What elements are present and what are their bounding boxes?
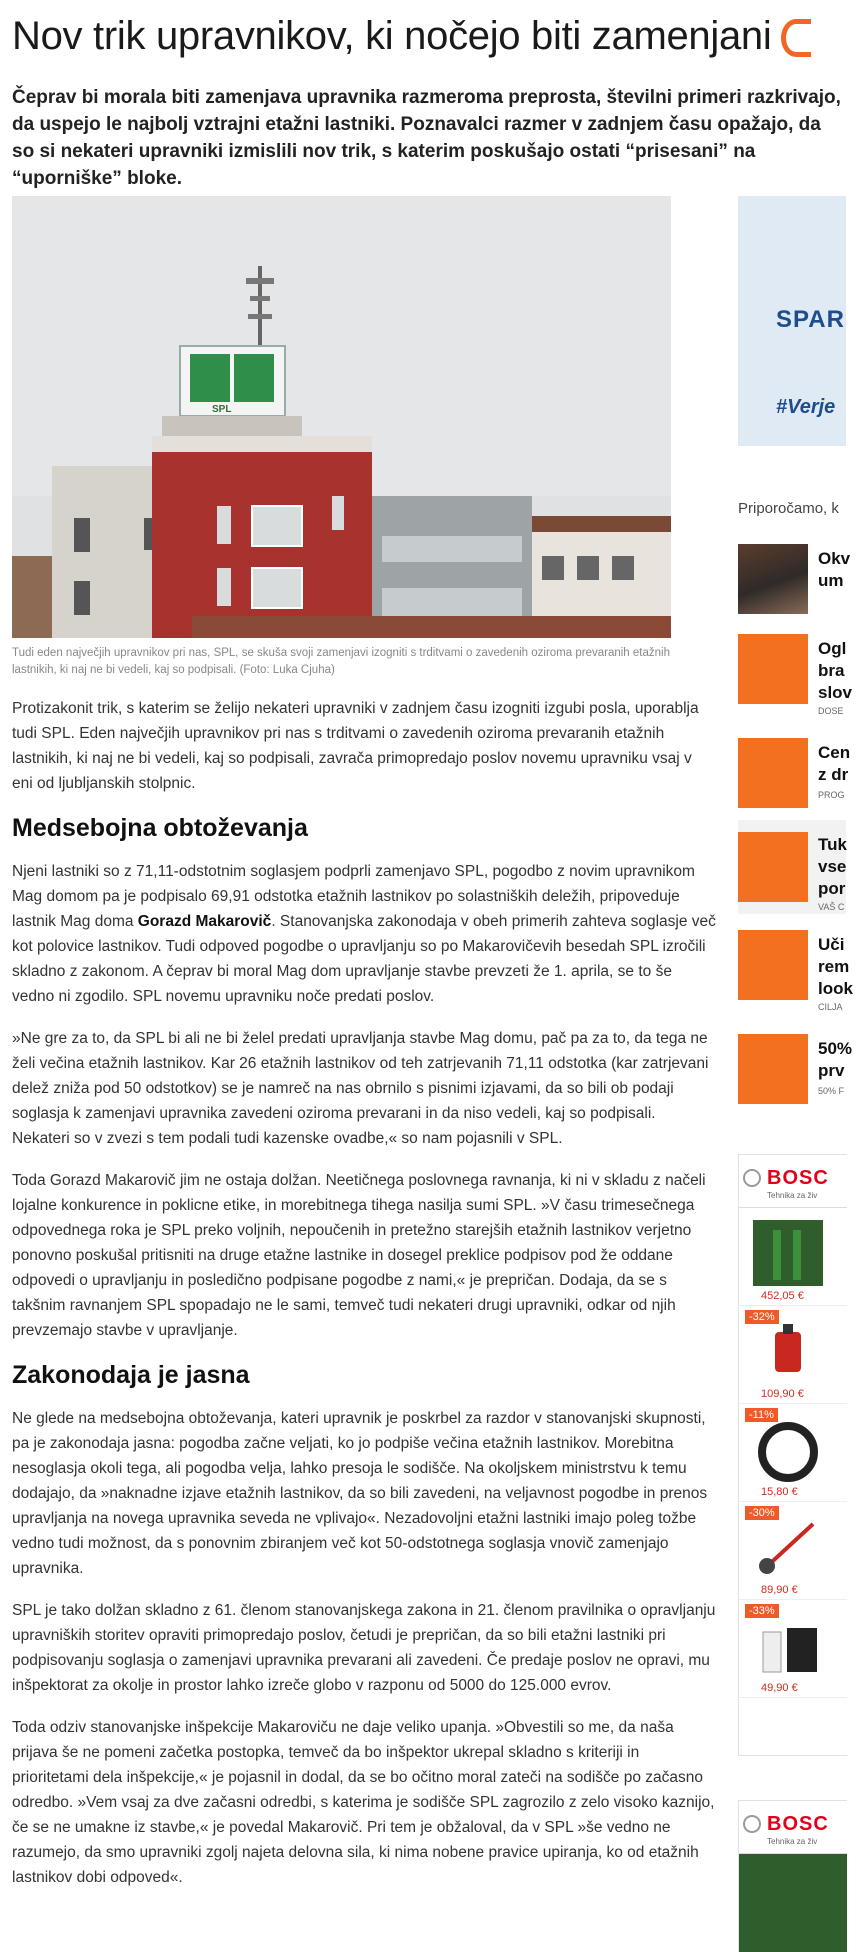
bosch-ad-image	[739, 1854, 847, 1952]
recommend-title: Tuk vse por	[818, 835, 847, 898]
article-paragraph: Toda odziv stanovanjske inšpekcije Makaroviču ne daje veliko upanja. »Obvestili so me, da naša prijava še ne pomeni začetka postopka, temveč da bo inšpektor ukrepal skladno s kriteriji in prioritetami dela inšpekcije,« je pojasnil in dodal, da se bo očitno moral zateči na sodišče po začasno odredbo. »Vem vsaj za dve začasni odredbi, s katerima je sodišče SPL zagrozilo z zelo visoko kaznijo, če se ne umakne iz stavbe,« je povedal Makarovič. Pri tem je obžaloval, da v SPL »še vedno ne razumejo, da smo upravniki zgolj najeta delovna sila, ki nima nobene pravice upiranja, ko od etažnih lastnikov dobi odpoved«.	[12, 1719, 715, 1886]
product-price: 452,05 €	[761, 1290, 804, 1302]
product-price: 109,90 €	[761, 1388, 804, 1400]
bosch-ad-header	[739, 1801, 847, 1854]
recommend-source: VAŠ C	[818, 902, 845, 912]
article-paragraph: Njeni lastniki so z 71,11-odstotnim soglasjem podprli zamenjavo SPL, pogodbo z novim upravnikom Mag domom pa je podpisalo 69,91 odstotka etažnih lastnikov po solastniških deležih, pripoveduje lastnik Mag doma Gorazd Makarovič. Stanovanjska zakonodaja v obeh primerih zahteva soglasje več kot polovice lastnikov. Tudi odpoved pogodbe o upravljanju so po Makarovičevih besedah SPL izročili skladno z zakonom. A čeprav bi moral Mag dom upravljanje stavbe prevzeti že 1. aprila, se to še vedno ni zgodilo. SPL novemu upravniku noče predati poslov.	[12, 863, 716, 1005]
bosch-ad-banner[interactable]	[738, 1154, 847, 1756]
recommend-source: CILJA	[818, 1002, 843, 1012]
bosch-product[interactable]	[739, 1306, 847, 1404]
thermometer-icon	[753, 1612, 823, 1678]
article-title-text: Nov trik upravnikov, ki nočejo biti zamenjani	[12, 14, 772, 58]
recommend-item[interactable]	[738, 634, 853, 716]
recommend-source: DOSE	[818, 706, 844, 716]
recommend-item[interactable]	[738, 820, 846, 914]
bosch-logo-icon	[743, 1815, 761, 1833]
spar-ad-brand: SPAR	[776, 306, 845, 333]
section-heading: Zakonodaja je jasna	[12, 1361, 250, 1389]
lawnmower-icon	[753, 1220, 823, 1286]
bosch-ad-brand: BOSC	[767, 1167, 829, 1189]
article-paragraph: Ne glede na medsebojna obtoževanja, kateri upravnik je poskrbel za razdor v stanovanjski skupnosti, pa je zakonodaja jasna: pogodba začne veljati, ko jo podpiše večina etažnih lastnikov. Morebitna nesoglasja okoli tega, ali pogodba velja, lahko presoja le sodišče. Na okoljskem ministrstvu k temu dodajajo, da »naknadne izjave etažnih lastnikov, da so bili zavedeni, na veljavnost pogodbe in prenos upravljanja na novega upravnika seveda ne vplivajo«. Nezadovoljni etažni lastniki imajo poleg tožbe vedno tudi možnost, da s ponovnim zbiranjem več kot 50-odstotnega soglasja vnovič zamenjajo upravnika.	[12, 1410, 708, 1577]
image-caption: Tudi eden največjih upravnikov pri nas, SPL, se skuša svoji zamenjavi izogniti s trditvami o zavedenih oziroma prevaranih etažnih lastnikih, ki naj ne bi vedeli, kaj so podpisali. (Foto: Luka Cjuha)	[12, 647, 670, 676]
recommend-item[interactable]	[738, 738, 851, 812]
article-paragraph: »Ne gre za to, da SPL bi ali ne bi želel predati upravljanja stavbe Mag domu, pač pa za to, da tega ne želi večina etažnih lastnikov. Kar 26 etažnih lastnikov od teh zatrjevanih 71,11 odstotka (kar zatrjevani delež zniža pod 50 odstotkov) se je namreč na nas obrnilo s pisnimi izjavami, da so bili ob podaji soglasja k zamenjavi upravnika zavedeni oziroma prevarani in da niso vedeli, kaj so podpisali. Nekateri so v zvezi s tem podali tudi kazenske ovadbe,« so nam pojasnili v SPL.	[12, 1030, 709, 1147]
comment-count-icon[interactable]	[781, 19, 811, 57]
product-price: 89,90 €	[761, 1584, 798, 1596]
recommend-title: Okv um	[818, 549, 851, 590]
discount-badge: -32%	[745, 1310, 779, 1324]
bosch-ad-header	[739, 1155, 847, 1208]
bosch-ad-brand: BOSC	[767, 1813, 829, 1835]
section-heading: Medsebojna obtoževanja	[12, 814, 308, 842]
product-price: 49,90 €	[761, 1682, 798, 1694]
bosch-ad-banner-2[interactable]	[738, 1800, 847, 1952]
discount-badge: -33%	[745, 1604, 779, 1618]
spar-ad-tag: #Verje	[776, 396, 836, 418]
bosch-logo-icon	[743, 1169, 761, 1187]
article-hero-image	[12, 196, 671, 638]
bosch-product[interactable]	[739, 1404, 847, 1502]
article-lead: Čeprav bi morala biti zamenjava upravnika razmeroma preprosta, številni primeri razkrivajo, da uspejo le najbolj vztrajni etažni lastniki. Poznavalci razmer v zadnjem času opažajo, da so si nekateri upravniki izmislili nov trik, s katerim poskušajo ostati “prisesani” na “uporniške” bloke.	[12, 87, 841, 189]
recommend-item[interactable]	[738, 544, 851, 618]
bosch-product[interactable]	[739, 1600, 847, 1698]
recommend-thumbnail	[738, 544, 808, 614]
recommend-source: 50% F	[818, 1086, 845, 1096]
recommend-title: 50% prv	[818, 1039, 853, 1080]
trimmer-icon	[753, 1514, 823, 1580]
article-paragraph: Toda Gorazd Makarovič jim ne ostaja dolžan. Neetičnega poslovnega ravnanja, ki ni v skladu z načeli lojalne konkurence in poklicne etike, in morebitnega tihega nasilja sumi SPL. »V času trimesečnega odpovednega roka je SPL preko voljnih, nepoučenih in pretežno starejših etažnih lastnikov verjetno ponovno poskušal pritisniti na druge etažne lastnike in dosegel preklice podpisov pod že oddane odpovedi o upravljanju in posledično podpisane pogodbe z nami,« je prepričan. Dodaja, da se s takšnim ravnanjem SPL spopadajo ne le sami, temveč tudi nekateri drugi upravniki, odkar od njih prevzemajo stavbe v upravljanje.	[12, 1172, 706, 1339]
recommend-item[interactable]	[738, 930, 853, 1012]
sign-label: SPL	[212, 404, 232, 415]
sprayer-icon	[753, 1318, 823, 1384]
bosch-product[interactable]	[739, 1502, 847, 1600]
discount-badge: -30%	[745, 1506, 779, 1520]
recommend-title: Uči rem look	[818, 935, 853, 998]
recommend-title: Cen z dr	[818, 743, 851, 784]
article-body	[12, 696, 716, 1907]
bosch-product[interactable]	[739, 1208, 847, 1306]
recommend-thumbnail	[738, 634, 808, 704]
recommend-thumbnail	[738, 832, 808, 902]
article-paragraph: Protizakonit trik, s katerim se želijo nekateri upravniki v zadnjem času izogniti izgubi posla, uporablja tudi SPL. Eden največjih upravnikov pri nas s trditvami o zavedenih oziroma prevaranih etažnih lastnikih, ki naj ne bi vedeli, kaj so podpisali, zavrača primopredajo poslov novemu upravniku vsaj v eni od ljubljanskih stolpnic.	[12, 700, 699, 792]
recommend-thumbnail	[738, 738, 808, 808]
person-name: Gorazd Makarovič	[137, 913, 272, 930]
product-price: 15,80 €	[761, 1486, 798, 1498]
discount-badge: -11%	[745, 1408, 778, 1422]
recommend-title: Ogl bra slov	[818, 639, 853, 702]
bike-tire-icon	[753, 1416, 823, 1482]
recommend-source: PROG	[818, 790, 845, 800]
recommend-thumbnail	[738, 1034, 808, 1104]
article-title	[12, 14, 811, 59]
bosch-ad-subtitle: Tehnika za živ	[767, 1837, 818, 1846]
article-paragraph: SPL je tako dolžan skladno z 61. členom stanovanjskega zakona in 21. členom pravilnika o opravljanju upravniških storitev opraviti primopredajo poslov, četudi je prepričan, da so bili etažni lastniki pri podpisovanju soglasja o zamenjavi upravnika prevarani ali zavedeni. Če predaje poslov ne opravi, mu inšpektorat za okolje in prostor lahko izreče globo v razponu od 5000 do 125.000 evrov.	[12, 1602, 716, 1694]
bosch-ad-subtitle: Tehnika za živ	[767, 1191, 818, 1200]
recommend-heading: Priporočamo, k	[738, 500, 839, 517]
recommend-thumbnail	[738, 930, 808, 1000]
building-photo	[12, 196, 671, 638]
recommend-item[interactable]	[738, 1034, 853, 1108]
sidebar	[738, 196, 853, 1846]
spar-ad-banner[interactable]	[738, 196, 846, 446]
